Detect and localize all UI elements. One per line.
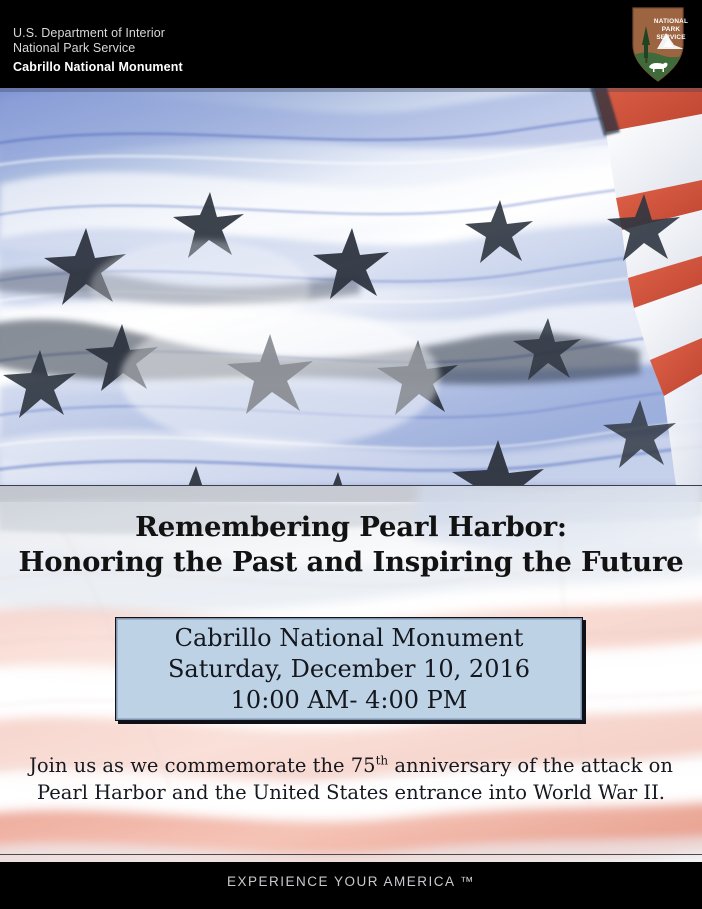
- nps-arrowhead-logo: [627, 5, 689, 83]
- agency-line-2: National Park Service: [13, 41, 136, 55]
- nps-header-bar: [0, 0, 702, 88]
- poster-content: [0, 486, 702, 862]
- headline-line-2: Honoring the Past and Inspiring the Future: [18, 546, 684, 578]
- event-description: [0, 752, 702, 806]
- svg-text:PARK: PARK: [661, 26, 681, 33]
- description-line-1-post: anniversary of the attack on: [388, 754, 673, 777]
- agency-line-1: U.S. Department of Interior: [13, 25, 166, 40]
- description-line-1-pre: Join us as we commemorate the 75: [29, 754, 376, 777]
- event-details: [118, 620, 580, 718]
- flag-banner-photo: [0, 88, 702, 486]
- event-details-box: [115, 617, 583, 721]
- svg-text:NATIONAL: NATIONAL: [653, 18, 689, 25]
- park-name: Cabrillo National Monument: [13, 60, 183, 74]
- svg-text:SERVICE: SERVICE: [656, 34, 686, 41]
- event-date: Saturday, December 10, 2016: [167, 654, 530, 683]
- description-line-1: [0, 752, 702, 779]
- page-title: [0, 510, 702, 580]
- headline-line-1: Remembering Pearl Harbor:: [135, 511, 567, 543]
- nps-footer-bar: [0, 862, 702, 909]
- description-line-2: Pearl Harbor and the United States entrance into World War II.: [36, 781, 666, 804]
- ordinal-suffix: th: [375, 753, 389, 768]
- footer-divider-line: [0, 854, 702, 855]
- event-time: 10:00 AM- 4:00 PM: [230, 685, 468, 714]
- footer-tagline: EXPERIENCE YOUR AMERICA ™: [226, 874, 476, 889]
- event-location: Cabrillo National Monument: [174, 623, 524, 652]
